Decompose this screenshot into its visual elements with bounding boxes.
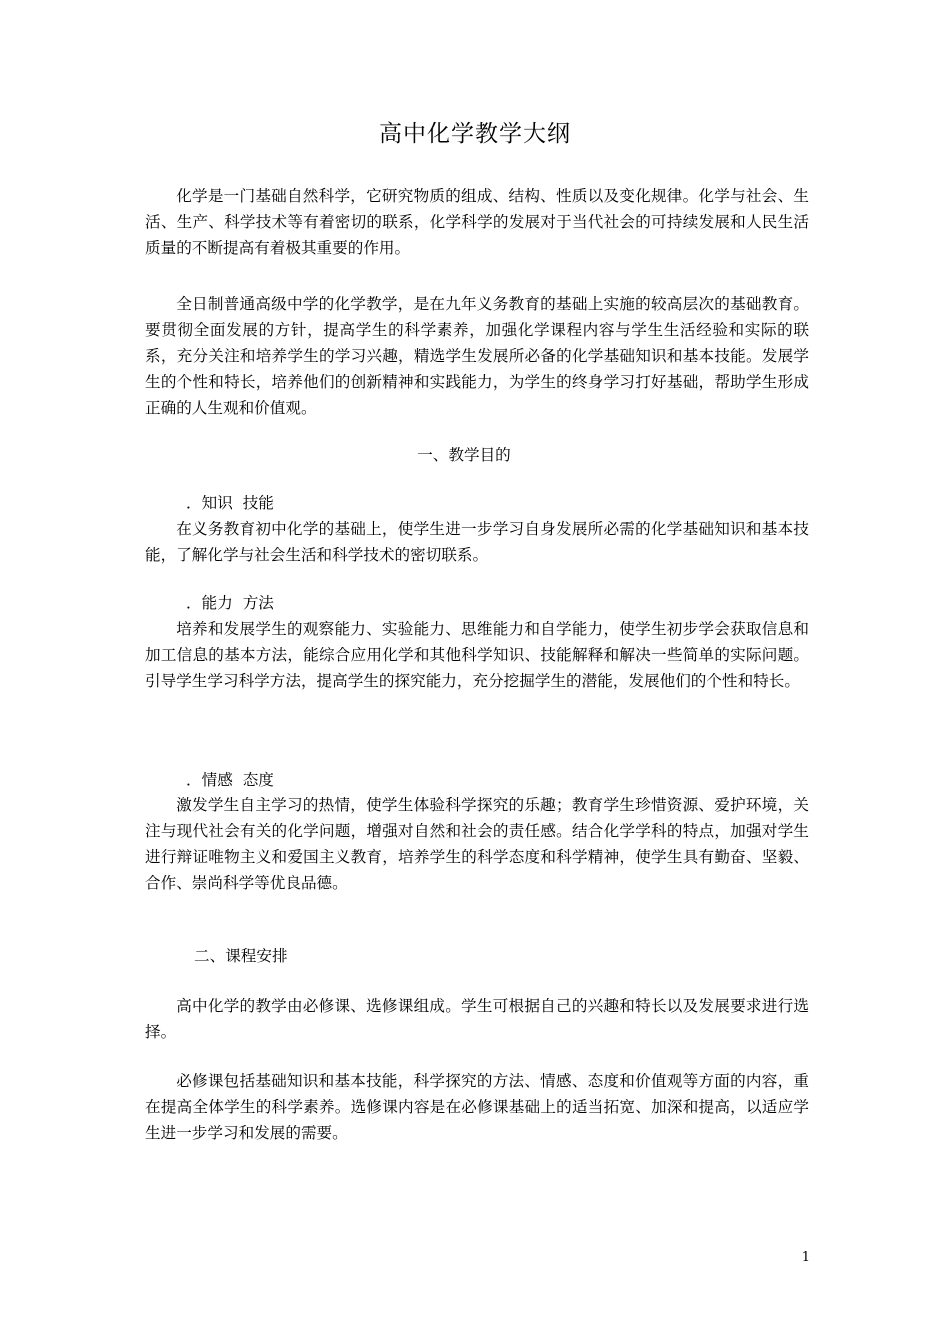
paragraph-knowledge-skills: 在义务教育初中化学的基础上，使学生进一步学习自身发展所必需的化学基础知识和基本技能，了解化学与社会生活和科学技术的密切联系。	[145, 520, 809, 564]
subheading-ability-methods: ．能力 方法	[186, 594, 274, 612]
subheading-emotion-attitude: ．情感 态度	[186, 771, 274, 789]
paragraph-required-elective: 必修课包括基础知识和基本技能，科学探究的方法、情感、态度和价值观等方面的内容，重在提高全体学生的科学素养。选修课内容是在必修课基础上的适当拓宽、加深和提高，以适应学生进一步学习和发展的需要。	[145, 1072, 809, 1142]
section-heading-course-arrangement: 二、课程安排	[194, 947, 288, 965]
intro-paragraph-2: 全日制普通高级中学的化学教学，是在九年义务教育的基础上实施的较高层次的基础教育。要贯彻全面发展的方针，提高学生的科学素养，加强化学课程内容与学生生活经验和实际的联系，充分关注和培养学生的学习兴趣，精选学生发展所必备的化学基础知识和基本技能。发展学生的个性和特长，培养他们的创新精神和实践能力，为学生的终身学习打好基础，帮助学生形成正确的人生观和价值观。	[145, 295, 809, 417]
subheading-knowledge-skills: ．知识 技能	[186, 494, 274, 512]
page-number: 1	[801, 1250, 810, 1265]
paragraph-course-composition: 高中化学的教学由必修课、选修课组成。学生可根据自己的兴趣和特长以及发展要求进行选择。	[145, 997, 809, 1041]
document-title: 高中化学教学大纲	[379, 121, 571, 147]
intro-paragraph-1: 化学是一门基础自然科学，它研究物质的组成、结构、性质以及变化规律。化学与社会、生活、生产、科学技术等有着密切的联系，化学科学的发展对于当代社会的可持续发展和人民生活质量的不断提高有着极其重要的作用。	[145, 187, 809, 257]
paragraph-emotion-attitude: 激发学生自主学习的热情，使学生体验科学探究的乐趣；教育学生珍惜资源、爱护环境，关注与现代社会有关的化学问题，增强对自然和社会的责任感。结合化学学科的特点，加强对学生进行辩证唯物主义和爱国主义教育，培养学生的科学态度和科学精神，使学生具有勤奋、坚毅、合作、崇尚科学等优良品德。	[145, 796, 809, 892]
paragraph-ability-methods: 培养和发展学生的观察能力、实验能力、思维能力和自学能力，使学生初步学会获取信息和加工信息的基本方法，能综合应用化学和其他科学知识、技能解释和解决一些简单的实际问题。引导学生学习科学方法，提高学生的探究能力，充分挖掘学生的潜能，发展他们的个性和特长。	[145, 620, 809, 690]
section-heading-teaching-goals: 一、教学目的	[417, 446, 511, 464]
